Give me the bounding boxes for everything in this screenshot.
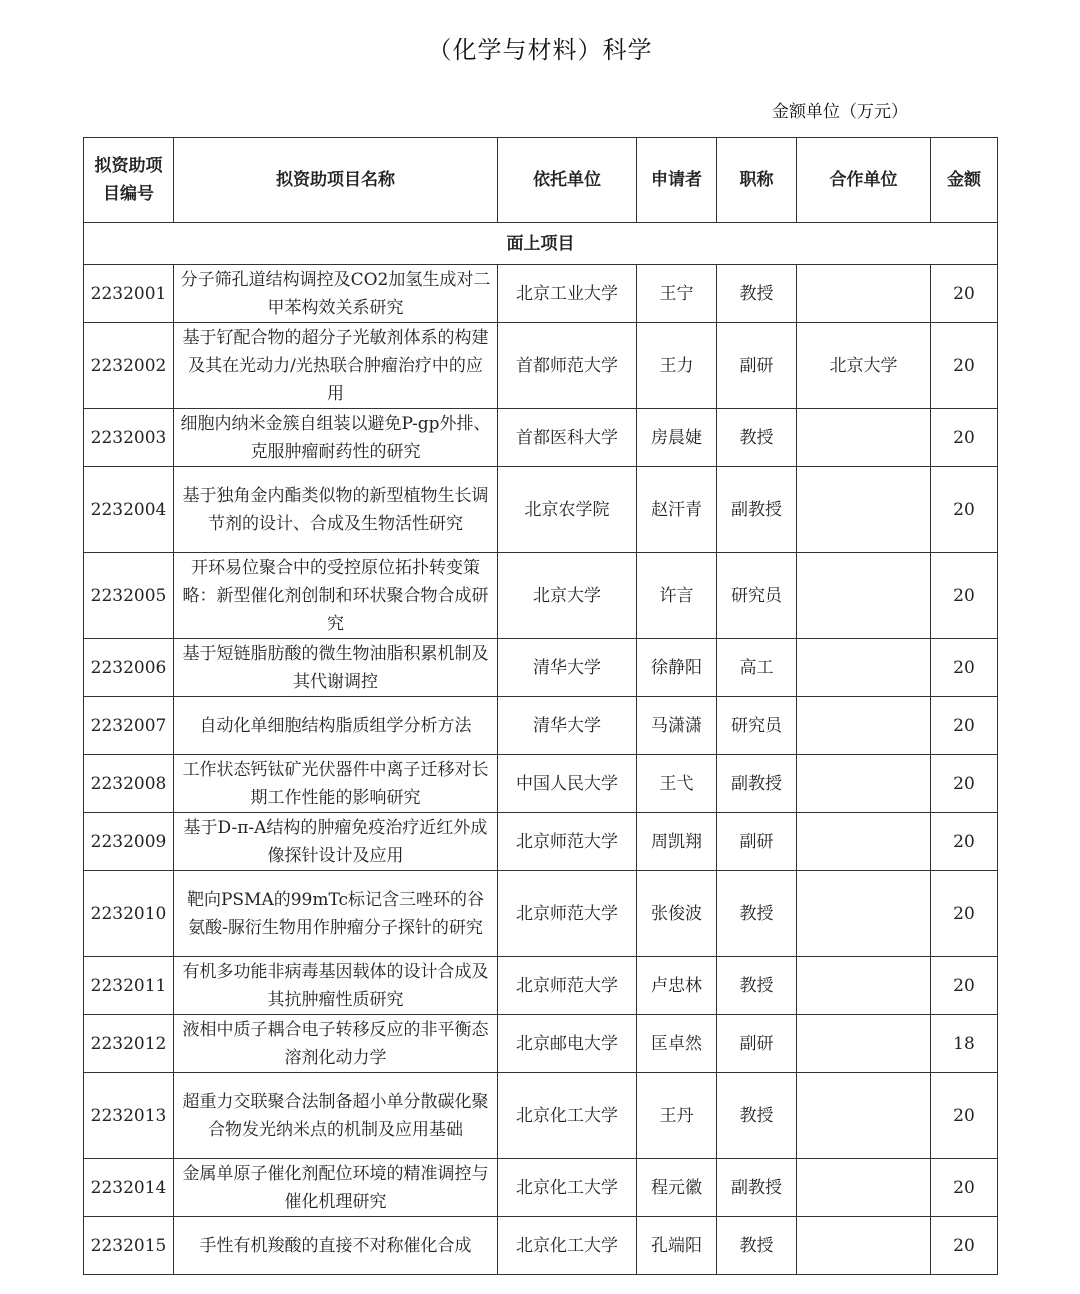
cell-institution: 北京化工大学 <box>498 1073 637 1159</box>
section-row <box>84 223 998 265</box>
cell-institution: 清华大学 <box>498 697 637 755</box>
cell-applicant: 许言 <box>637 553 717 639</box>
cell-id: 2232003 <box>84 409 174 467</box>
cell-partner <box>797 697 931 755</box>
table-row <box>84 755 998 813</box>
col-header-amount: 金额 <box>931 138 998 223</box>
cell-applicant: 张俊波 <box>637 871 717 957</box>
cell-partner <box>797 1073 931 1159</box>
cell-institution: 北京师范大学 <box>498 871 637 957</box>
cell-institution: 北京化工大学 <box>498 1217 637 1275</box>
cell-id: 2232004 <box>84 467 174 553</box>
cell-applicant: 孔端阳 <box>637 1217 717 1275</box>
cell-name: 液相中质子耦合电子转移反应的非平衡态溶剂化动力学 <box>174 1015 498 1073</box>
col-header-institution: 依托单位 <box>498 138 637 223</box>
cell-institution: 首都师范大学 <box>498 323 637 409</box>
cell-institution: 北京化工大学 <box>498 1159 637 1217</box>
cell-institution: 北京师范大学 <box>498 957 637 1015</box>
table-row <box>84 639 998 697</box>
cell-name: 有机多功能非病毒基因载体的设计合成及其抗肿瘤性质研究 <box>174 957 498 1015</box>
cell-applicant: 王丹 <box>637 1073 717 1159</box>
col-header-title: 职称 <box>717 138 797 223</box>
col-header-partner: 合作单位 <box>797 138 931 223</box>
cell-applicant: 程元徽 <box>637 1159 717 1217</box>
cell-name: 细胞内纳米金簇自组装以避免P-gp外排、克服肿瘤耐药性的研究 <box>174 409 498 467</box>
col-header-name: 拟资助项目名称 <box>174 138 498 223</box>
table-row <box>84 1217 998 1275</box>
cell-name: 基于钌配合物的超分子光敏剂体系的构建及其在光动力/光热联合肿瘤治疗中的应用 <box>174 323 498 409</box>
funding-table <box>83 137 998 1275</box>
cell-applicant: 王弋 <box>637 755 717 813</box>
cell-title: 副教授 <box>717 1159 797 1217</box>
cell-partner <box>797 639 931 697</box>
table-row <box>84 409 998 467</box>
cell-amount: 20 <box>931 755 998 813</box>
cell-applicant: 房晨婕 <box>637 409 717 467</box>
cell-partner: 北京大学 <box>797 323 931 409</box>
cell-id: 2232007 <box>84 697 174 755</box>
cell-title: 教授 <box>717 265 797 323</box>
cell-id: 2232014 <box>84 1159 174 1217</box>
table-row <box>84 553 998 639</box>
table-row <box>84 1073 998 1159</box>
cell-amount: 20 <box>931 639 998 697</box>
cell-amount: 20 <box>931 871 998 957</box>
section-label: 面上项目 <box>84 223 998 265</box>
table-row <box>84 1159 998 1217</box>
cell-partner <box>797 1015 931 1073</box>
cell-id: 2232006 <box>84 639 174 697</box>
cell-institution: 北京大学 <box>498 553 637 639</box>
cell-partner <box>797 265 931 323</box>
cell-name: 靶向PSMA的99mTc标记含三唑环的谷氨酸-脲衍生物用作肿瘤分子探针的研究 <box>174 871 498 957</box>
cell-applicant: 马潇潇 <box>637 697 717 755</box>
cell-title: 研究员 <box>717 553 797 639</box>
cell-title: 副教授 <box>717 467 797 553</box>
cell-partner <box>797 1159 931 1217</box>
col-header-id: 拟资助项目编号 <box>84 138 174 223</box>
table-row <box>84 467 998 553</box>
cell-amount: 20 <box>931 1073 998 1159</box>
cell-title: 副研 <box>717 1015 797 1073</box>
page-title: （化学与材料）科学 <box>427 36 653 64</box>
cell-amount: 20 <box>931 1217 998 1275</box>
table-row <box>84 1015 998 1073</box>
cell-institution: 首都医科大学 <box>498 409 637 467</box>
cell-applicant: 王力 <box>637 323 717 409</box>
cell-institution: 北京农学院 <box>498 467 637 553</box>
cell-amount: 20 <box>931 553 998 639</box>
cell-amount: 20 <box>931 957 998 1015</box>
cell-institution: 北京邮电大学 <box>498 1015 637 1073</box>
cell-title: 副教授 <box>717 755 797 813</box>
cell-name: 手性有机羧酸的直接不对称催化合成 <box>174 1217 498 1275</box>
cell-institution: 北京师范大学 <box>498 813 637 871</box>
cell-id: 2232008 <box>84 755 174 813</box>
cell-partner <box>797 957 931 1015</box>
cell-amount: 20 <box>931 409 998 467</box>
cell-name: 基于D-π-A结构的肿瘤免疫治疗近红外成像探针设计及应用 <box>174 813 498 871</box>
cell-id: 2232013 <box>84 1073 174 1159</box>
col-header-applicant: 申请者 <box>637 138 717 223</box>
cell-amount: 20 <box>931 265 998 323</box>
cell-name: 基于短链脂肪酸的微生物油脂积累机制及其代谢调控 <box>174 639 498 697</box>
cell-partner <box>797 813 931 871</box>
cell-title: 副研 <box>717 323 797 409</box>
cell-applicant: 匡卓然 <box>637 1015 717 1073</box>
cell-name: 分子筛孔道结构调控及CO2加氢生成对二甲苯构效关系研究 <box>174 265 498 323</box>
cell-partner <box>797 1217 931 1275</box>
table-row <box>84 813 998 871</box>
cell-id: 2232001 <box>84 265 174 323</box>
cell-applicant: 王宁 <box>637 265 717 323</box>
amount-unit-note: 金额单位（万元） <box>772 102 908 122</box>
cell-applicant: 卢忠林 <box>637 957 717 1015</box>
cell-name: 金属单原子催化剂配位环境的精准调控与催化机理研究 <box>174 1159 498 1217</box>
cell-title: 高工 <box>717 639 797 697</box>
cell-partner <box>797 871 931 957</box>
cell-amount: 20 <box>931 323 998 409</box>
cell-applicant: 赵汗青 <box>637 467 717 553</box>
cell-amount: 20 <box>931 813 998 871</box>
table-header-row <box>84 138 998 223</box>
cell-id: 2232002 <box>84 323 174 409</box>
cell-id: 2232012 <box>84 1015 174 1073</box>
cell-partner <box>797 755 931 813</box>
cell-name: 自动化单细胞结构脂质组学分析方法 <box>174 697 498 755</box>
cell-amount: 20 <box>931 1159 998 1217</box>
cell-title: 教授 <box>717 1073 797 1159</box>
cell-name: 超重力交联聚合法制备超小单分散碳化聚合物发光纳米点的机制及应用基础 <box>174 1073 498 1159</box>
cell-id: 2232011 <box>84 957 174 1015</box>
cell-name: 工作状态钙钛矿光伏器件中离子迁移对长期工作性能的影响研究 <box>174 755 498 813</box>
cell-institution: 清华大学 <box>498 639 637 697</box>
cell-amount: 20 <box>931 697 998 755</box>
table-row <box>84 323 998 409</box>
cell-id: 2232010 <box>84 871 174 957</box>
cell-partner <box>797 467 931 553</box>
cell-partner <box>797 553 931 639</box>
cell-id: 2232009 <box>84 813 174 871</box>
cell-amount: 20 <box>931 467 998 553</box>
table-row <box>84 871 998 957</box>
cell-partner <box>797 409 931 467</box>
table-row <box>84 265 998 323</box>
cell-id: 2232005 <box>84 553 174 639</box>
cell-title: 副研 <box>717 813 797 871</box>
cell-title: 教授 <box>717 957 797 1015</box>
cell-institution: 北京工业大学 <box>498 265 637 323</box>
table-row <box>84 957 998 1015</box>
cell-applicant: 徐静阳 <box>637 639 717 697</box>
cell-applicant: 周凯翔 <box>637 813 717 871</box>
cell-amount: 18 <box>931 1015 998 1073</box>
cell-title: 研究员 <box>717 697 797 755</box>
cell-name: 基于独角金内酯类似物的新型植物生长调节剂的设计、合成及生物活性研究 <box>174 467 498 553</box>
cell-title: 教授 <box>717 871 797 957</box>
cell-institution: 中国人民大学 <box>498 755 637 813</box>
cell-title: 教授 <box>717 1217 797 1275</box>
cell-title: 教授 <box>717 409 797 467</box>
cell-name: 开环易位聚合中的受控原位拓扑转变策略：新型催化剂创制和环状聚合物合成研究 <box>174 553 498 639</box>
table-row <box>84 697 998 755</box>
cell-id: 2232015 <box>84 1217 174 1275</box>
